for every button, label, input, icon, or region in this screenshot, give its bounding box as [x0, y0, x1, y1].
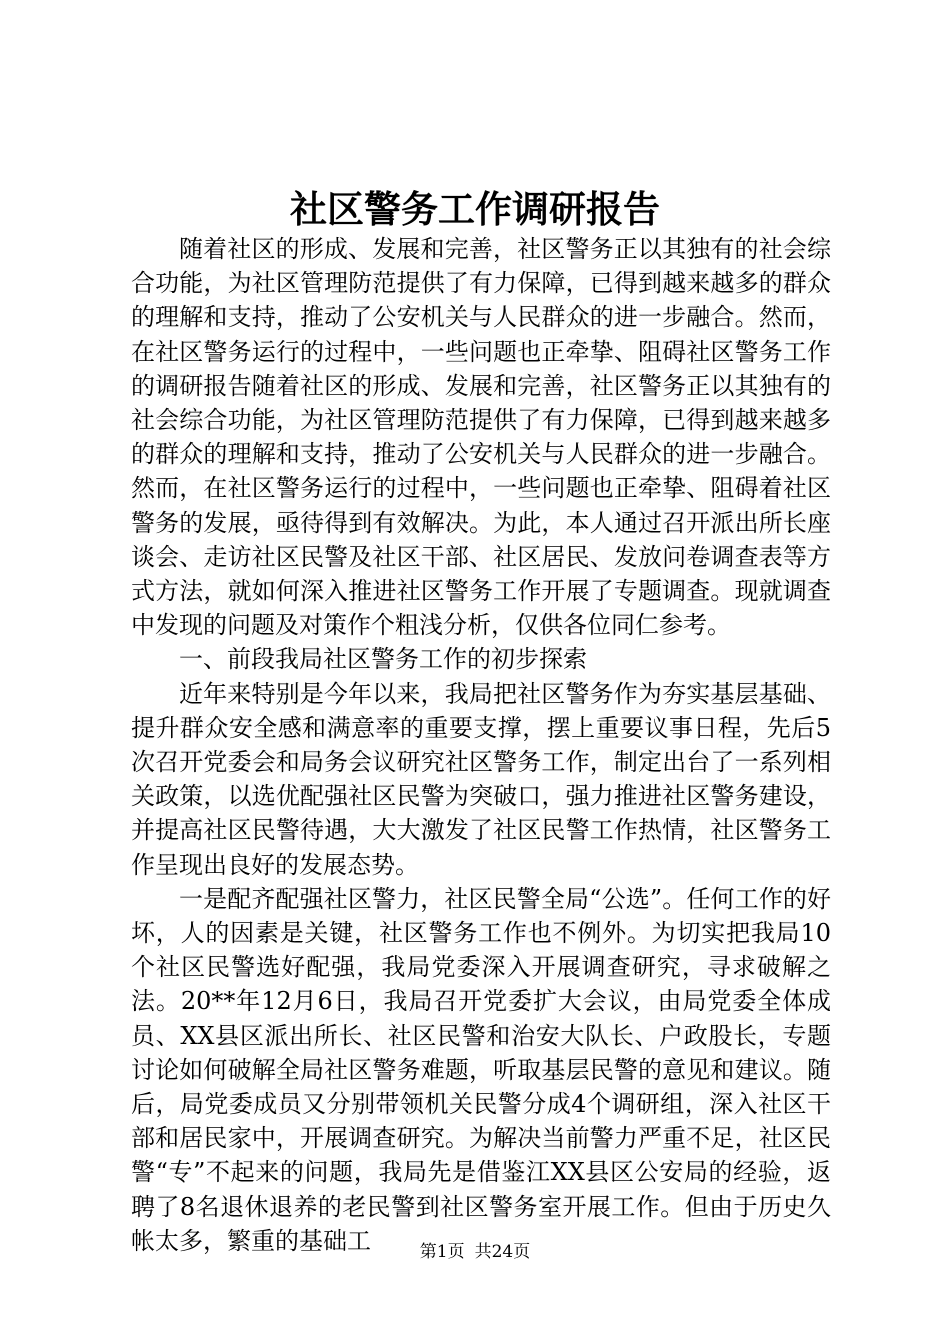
section-heading-1: 一、前段我局社区警务工作的初步探索	[179, 645, 587, 674]
paragraph-intro: 随着社区的形成、发展和完善，社区警务正以其独有的社会综合功能，为社区管理防范提供了有力保障，已得到越来越多的群众的理解和支持，推动了公安机关与人民群众的进一步融合。然而，在社区警务运行的过程中，一些问题也正牵挚、阻碍社区警务工作的调研报告随着社区的形成、发展和完善，社区警务正以其独有的社会综合功能，为社区管理防范提供了有力保障，已得到越来越多的群众的理解和支持，推动了公安机关与人民群众的进一步融合。然而，在社区警务运行的过程中，一些问题也正牵挚、阻碍着社区警务的发展，亟待得到有效解决。为此，本人通过召开派出所长座谈会、走访社区民警及社区干部、社区居民、发放问卷调查表等方式方法，就如何深入推进社区警务工作开展了专题调查。现就调查中发现的问题及对策作个粗浅分析，仅供各位同仁参考。	[131, 235, 831, 640]
document-body	[131, 232, 831, 1258]
paragraph-point-1: 一是配齐配强社区警力，社区民警全局“公选”。任何工作的好坏，人的因素是关键，社区警务工作也不例外。为切实把我局10个社区民警选好配强，我局党委深入开展调查研究，寻求破解之法。20**年12月6日，我局召开党委扩大会议，由局党委全体成员、XX县区派出所长、社区民警和治安大队长、户政股长，专题讨论如何破解全局社区警务难题，听取基层民警的意见和建议。随后，局党委成员又分别带领机关民警分成4个调研组，深入社区干部和居民家中，开展调查研究。为解决当前警力严重不足，社区民警“专”不起来的问题，我局先是借鉴江XX县区公安局的经验，返聘了8名退休退养的老民警到社区警务室开展工作。但由于历史久帐太多，繁重的基础工	[131, 884, 831, 1255]
document-title: 社区警务工作调研报告	[290, 187, 660, 231]
page-footer	[0, 1241, 950, 1263]
page-total: 共24页	[474, 1242, 531, 1262]
paragraph-overview: 近年来特别是今年以来，我局把社区警务作为夯实基层基础、提升群众安全感和满意率的重要支撑，摆上重要议事日程，先后5次召开党委会和局务会议研究社区警务工作，制定出台了一系列相关政策，以选优配强社区民警为突破口，强力推进社区警务建设，并提高社区民警待遇，大大激发了社区民警工作热情，社区警务工作呈现出良好的发展态势。	[131, 679, 831, 879]
page-number: 第1页	[419, 1242, 465, 1262]
